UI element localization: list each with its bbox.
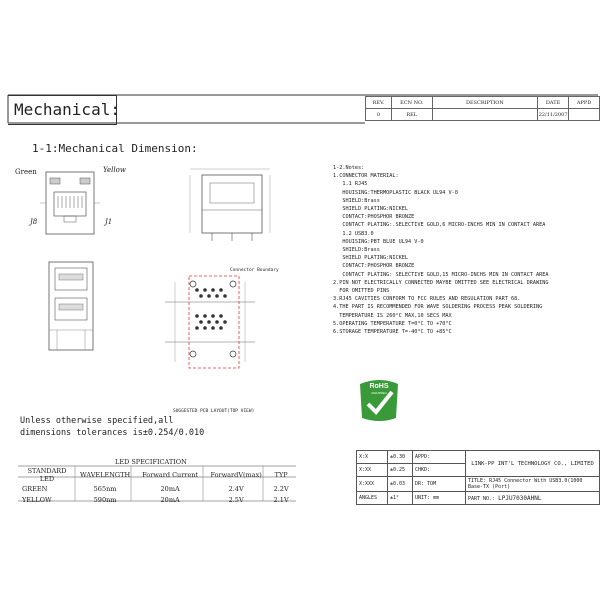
rev-header: REV. [366,97,392,109]
date-header: DATE [538,97,569,109]
led-yellow-typ: 2.1V [273,495,289,504]
note-line: SHIELD PLATING:NICKEL [333,255,408,262]
tb-angles-tol: ±1° [388,492,413,505]
note-line: 6.STORAGE TEMPERATURE T=-40°C TO +85°C [333,329,452,336]
note-line: 1.2 USB3.0 [333,230,374,237]
note-line: HOUISING:PBT BLUE UL94 V-0 [333,238,424,245]
note-line: FOR OMITTED PINS [333,288,390,295]
note-line: SHIELD PLATING:NICKEL [333,206,408,213]
tb-xx: X:XX [357,464,388,477]
rj45-front-view [40,168,100,238]
note-line: CONTACT:PHOSPHOR BRONZE [333,214,415,221]
tb-x-tol: ±0.30 [388,451,413,464]
yellow-label: Yellow [103,166,126,174]
tolerance-note [20,415,204,439]
connector-boundary-label: Connector Boundary [230,268,279,273]
tb-part-value: LPJU7030AHNL [498,494,542,502]
section-title: 1-1:Mechanical Dimension: [32,142,198,155]
tb-unit-label: UNIT: [415,495,431,501]
note-line: TEMPERATURE IS 260°C MAX,10 SECS MAX [333,312,452,319]
pcb-layout-caption: SUGGESTED PCB LAYOUT(TOP VIEW) [173,409,255,414]
tb-angles: ANGLES [357,492,388,505]
side-view-drawing [182,165,277,245]
tb-company: LINK-PP INT'L TECHNOLOGY CO., LIMITED [466,451,600,477]
note-line: SHIELD:Brass [333,197,380,204]
appd-header: APPD [569,97,600,109]
tb-xx-tol: ±0.25 [388,464,413,477]
led-green-name: GREEN [22,484,48,493]
led-header-current: Forward Current [142,471,199,479]
revision-table [365,96,600,121]
led-yellow-current: 20mA [160,495,180,504]
svg-text:RoHS: RoHS [369,383,389,390]
svg-text:2011/65/EU: 2011/65/EU [371,391,387,395]
rev-value: 0 [366,109,392,121]
led-yellow-name: YELLOW [22,495,52,504]
led-green-voltage: 2.4V [228,484,244,493]
led-header-standard: STANDARD LED [27,467,67,483]
usb-front-view [45,258,100,358]
tb-unit [413,492,466,505]
date-value: 22/11/2007 [538,109,569,121]
led-header-voltage: ForwardV(max) [210,471,262,479]
note-line: CONTACT:PHOSPHOR BRONZE [333,263,415,270]
j1-label: J1 [105,218,113,226]
notes-block [333,164,549,336]
tb-x: X:X [357,451,388,464]
note-line: 1-2.Notes: [333,165,365,171]
tb-title-label: TITLE: [468,478,487,484]
tb-chkd: CHKD: [413,464,466,477]
rohs-logo [356,374,402,424]
tb-title-value: RJ45 Connector With USB3.0(1000 Base-TX (Port) [468,478,583,490]
tb-part-label: PART NO.: [468,495,496,502]
led-yellow-voltage: 2.5V [228,495,244,504]
note-line: 1.1 RJ45 [333,181,368,188]
note-line: CONTACT PLATING:.SELECTIVE GOLD,6 MICRO-INCHS MIN IN CONTACT AREA [333,222,546,229]
title-block [356,450,600,505]
j8-label: J8 [30,218,38,226]
note-line: 4.THE PART IS RECOMMENDED FOR WAVE SOLDERING PROCESS PEAK SOLDERING [333,304,543,311]
appd-value [569,109,600,121]
led-green-current: 20mA [160,484,180,493]
note-line: 2.PIN NOT ELECTRICALLY CONNECTED MAYBE OMITTED SEE ELECTRICAL DRAWING [333,279,549,286]
tb-title [466,477,600,492]
ecn-value: REL [391,109,432,121]
led-green-typ: 2.2V [273,484,289,493]
tb-part [466,492,600,505]
tb-dr [413,477,466,492]
description-header: DESCRIPTION [432,97,537,109]
led-yellow-wavelength: 590nm [93,495,117,504]
led-spec-table [18,467,296,505]
pcb-layout-drawing [145,262,275,402]
led-green-wavelength: 565nm [93,484,117,493]
ecn-header: ECN NO. [391,97,432,109]
tb-xxx-tol: ±0.03 [388,477,413,492]
tolerance-line-2: dimensions tolerances is±0.254/0.010 [20,428,205,438]
green-label: Green [15,168,37,176]
note-line: 1.CONNECTOR MATERIAL: [333,173,399,180]
note-line: 5.OPERATING TEMPERATURE T=0°C TO +70°C [333,320,452,327]
tb-appd: APPD: [413,451,466,464]
led-spec-caption: LED SPECIFICATION [115,458,187,466]
led-header-wavelength: WAVELENGTH [80,471,131,479]
description-value [432,109,537,121]
note-line: SHIELD:Brass [333,247,380,254]
led-header-typ: TYP [274,471,288,479]
note-line: 3.RJ45 CAVITIES CONFORM TO FCC RULES AND REGULATION PART 68. [333,296,521,303]
page-title: Mechanical: [14,100,120,119]
tb-unit-value: mm [433,495,440,501]
tb-xxx: X:XXX [357,477,388,492]
tb-dr-label: DR: [415,481,425,487]
note-line: HOUISING:THERMOPLASTIC BLACK UL94 V-0 [333,189,458,196]
tb-dr-name: TOM [427,481,437,487]
note-line: CONTACT PLATING: SELECTIVE GOLD,15 MICRO-INCHS MIN IN CONTACT AREA [333,271,549,278]
tolerance-line-1: Unless otherwise specified,all [20,416,174,426]
